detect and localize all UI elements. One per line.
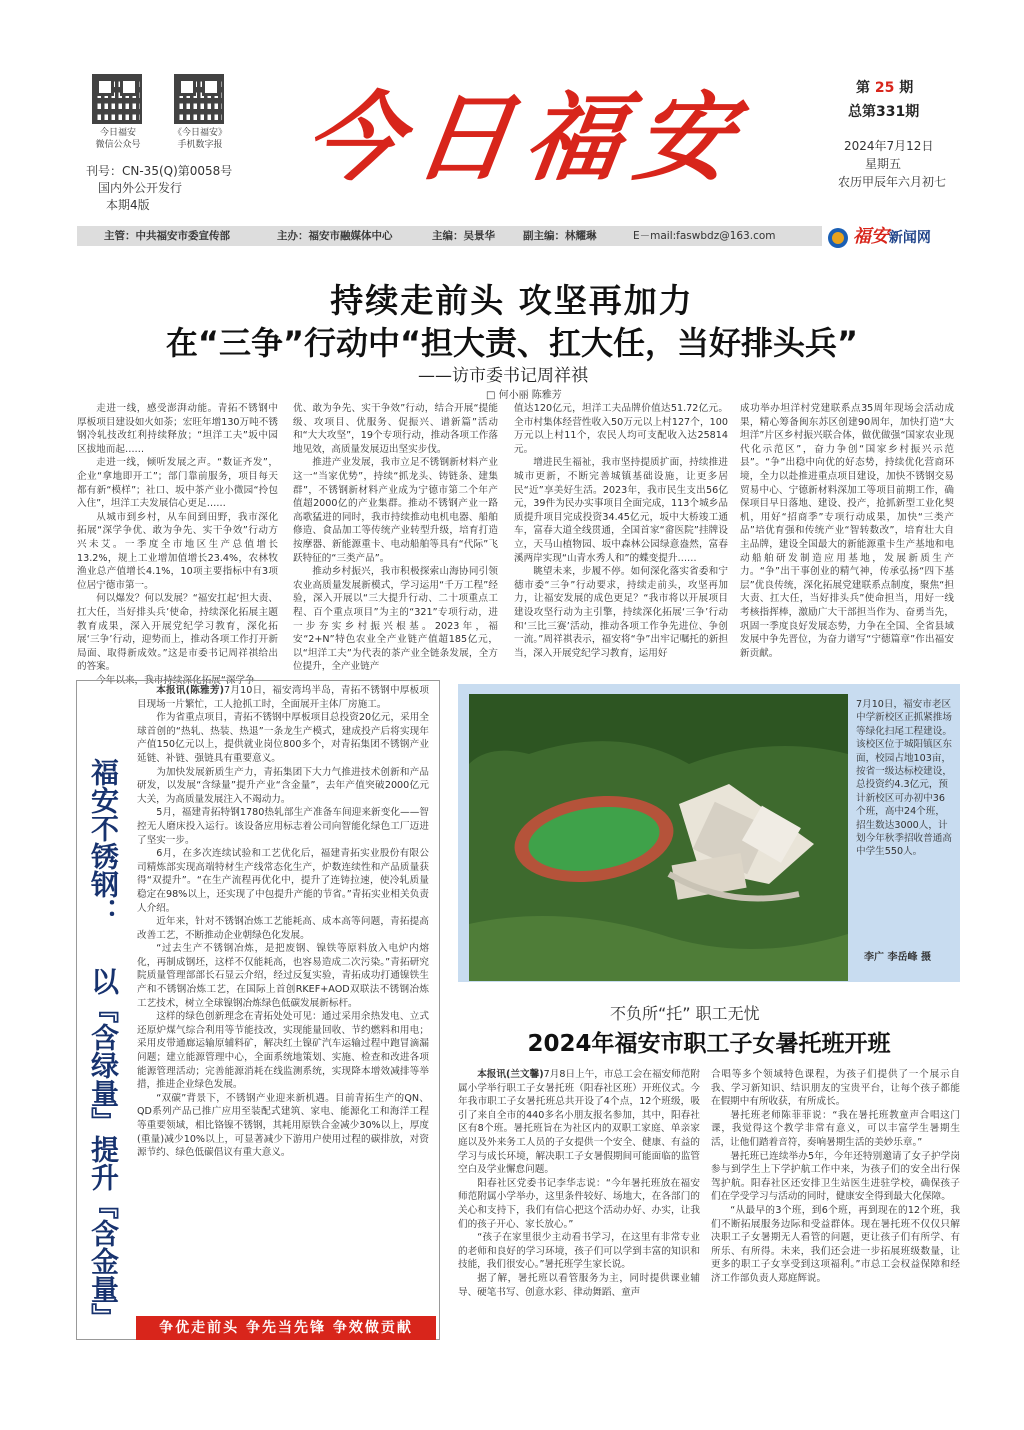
campus-aerial-image [469, 694, 848, 981]
summer-kicker: 不负所“托” 职工无忧 [610, 1004, 760, 1023]
school-campus-photo [469, 694, 848, 981]
slogan-bar: 争优走前头 争先当先锋 争效做贡献 [136, 1316, 436, 1340]
digital-paper-qr-code[interactable] [174, 74, 224, 124]
wechat-qr-caption: 今日福安 微信公众号 [95, 128, 141, 150]
weekday: 星期五 [865, 157, 902, 171]
left-story-byline: 本报讯(陈雅芳) [156, 685, 225, 696]
distribution: 国内外公开发行 [98, 181, 183, 195]
lunar-date: 农历甲辰年六月初七 [838, 175, 947, 189]
left-title-part2: 以『含绿量』提升『含金量』 [87, 967, 120, 1331]
summer-title: 2024年福安市职工子女暑托班开班 [527, 1031, 891, 1057]
host: 主办：福安市融媒体中心 [277, 230, 393, 242]
email[interactable]: E－mail:faswbdz@163.com [633, 230, 776, 242]
page-count: 本期4版 [106, 198, 150, 212]
lead-title-line1: 持续走前头 攻坚再加力 [330, 281, 694, 320]
registration-number: 刊号：CN-35(Q)第0058号 [86, 164, 233, 178]
photo-caption: 7月10日，福安市老区中学新校区正抓紧推场等绿化扫尾工程建设。该校区位于城阳镇区东面，校园占地103亩，按省一级达标校建设，总投资约4.3亿元，预计新校区可办初中36个班，高中24个班，招生数达3000人，计划今年秋季招收普通高中学生550人。 [856, 699, 952, 858]
date-block [838, 137, 988, 191]
wechat-qr-code[interactable] [92, 74, 142, 124]
left-title-part1: 福安不锈钢： [87, 758, 120, 926]
summer-column-2: 合唱等多个领域特色课程，为孩子们提供了一个展示自我、学习新知识、结识朋友的宝贵平台，让每个孩子都能在假期中有所收获，有所成长。 暑托班老师陈菲菲说：“我在暑托班教童声合唱这门课，我觉得这个教学非常有意义，可以丰富学生暑期生活，让他们踏着音符，奏响暑期生活的美妙乐章。” 暑托班已连续举办5年，今年还特别邀请了女子护学岗参与到学生上下学护航工作中来，为孩子们的安全出行保驾护航。阳春社区还安排卫生站医生进驻学校，确保孩子们在学受学习与活动的同时，健康安全得到最大化保障。 “从最早的3个班，到6个班，再到现在的12个班，我们不断拓展服务边际和受益群体。现在暑托班不仅仅只解决职工子女暑期无人看管的问题，更让孩子们有所学、有所乐、有所得。未来，我们还会进一步拓展班级数量，让更多的职工子女享受到这项福利。”市总工会权益保障和经济工作部负责人郑庭辉说。 [711, 1069, 960, 1284]
sponsor: 主管：中共福安市委宣传部 [104, 230, 230, 242]
lead-column-1: 走进一线，感受澎湃动能。青拓不锈钢中厚板项目建设如火如荼；宏旺年增130万吨不锈钢冷轧技改红利持续释放；“坦洋工夫”坂中园区拔地而起…… 走进一线，倾听发展之声。“数证齐发”，企业“拿地即开工”；部门靠前服务，项目每天都有新“模样”；社口、坂中茶产业小微园“拎包入住”，坦洋工夫发展信心更足…… 从城市到乡村，从车间到田野，我市深化拓展“深学争优、敢为争先、实干争效”行动方兴未艾。一季度全市地区生产总值增长13.2%，规上工业增加值增长23.4%，农林牧渔业总产值增长4.1%，10项主要指标中有3项位居宁德市第一。 何以爆发？何以发展？“福安扛起‘担大责、扛大任，当好排头兵’使命，持续深化拓展主题教育成果，深入开展党纪学习教育，深化拓展‘三争’行动，迎势而上，推动各项工作打开新局面、取得新成效。”这是市委书记周祥祺给出的答案。 今年以来，我市持续深化拓展“深学争 [77, 403, 278, 686]
digital-paper-qr-caption: 《今日福安》 手机数字报 [172, 128, 227, 150]
lead-title-line2: 在“三争”行动中“担大责、扛大任，当好排头兵” [165, 324, 859, 362]
info-bar [77, 226, 822, 246]
globe-icon [828, 228, 848, 248]
issue-info: 第 25 期 总第331期 [848, 78, 968, 122]
news-site-logo[interactable]: 福安新闻网 [828, 222, 931, 248]
lead-column-4: 成功举办坦洋村党建联系点35周年现场会活动成果，精心筹备闽东苏区创建90周年，加快打造“大坦洋”片区乡村振兴联合体，做优做强“国家农业现代化示范区”，奋力争创“国家乡村振兴示范县”。“争”出稳中向优的好态势，持续优化营商环境，全力以赴推进重点项目建设，加快不锈钢交易贸易中心、宁德新材料深加工等项目前期工作，确保项目早日落地、建设、投产，抢抓新型工业化契机，用好“招商季”专项行动成果，加快“三类产品”培优育强和传统产业“智转数改”，培育壮大自主品牌，建设全国最大的新能源重卡生产基地和电动船舶研发制造应用基地，发展新质生产力。“争”出干事创业的精气神，传承弘扬“四下基层”优良传统，深化拓展党建联系点制度，聚焦“担大责、扛大任，当好排头兵”使命担当，用好一线考核指挥棒，激励广大干部担当作为、奋勇当先，巩固一季度良好发展态势，力争在全国、全省县域发展中争先晋位，为奋力谱写“宁德篇章”作出福安新贡献。 [740, 403, 954, 659]
photo-credit: 李广 李岳峰 摄 [864, 952, 931, 963]
lead-column-2: 优、敢为争先、实干争效”行动，结合开展“提能级、攻项目、优服务、促振兴、谱新篇”活动和“大大攻坚”，19个专项行动，推动各项工作落地见效，高质量发展迈出坚实步伐。 推进产业发展，我市立足不锈钢新材料产业这一“当家优势”，持续“抓龙头、铸链条、建集群”，不锈钢新材料产业成为宁德市第二个年产值超2000亿的产业集群。推动不锈钢产业一路高歌猛进的同时，我市持续推动电机电器、船舶修造、食品加工等传统产业转型升级，培育打造按摩器、新能源重卡、电动船舶等具有“代际”飞跃特征的“三类产品”。 推动乡村振兴，我市积极探索山海协同引领农业高质量发展新模式，学习运用“千万工程”经验，深入开展以“三大提升行动、二十项重点工程、百个重点项目”为主的“321”专项行动，进一步夯实乡村振兴根基。2023年，福安“2+N”特色农业全产业链产值超185亿元，以“坦洋工夫”为代表的茶产业全链条发展，全方位提升，全产业链产 [293, 403, 498, 673]
lead-column-3: 值达120亿元，坦洋工夫品牌价值达51.72亿元。全市村集体经营性收入50万元以上村127个，100万元以上村11个，农民人均可支配收入达25814元。 增进民生福祉，我市坚持提质扩面，持续推进城市更新，不断完善城镇基础设施，让更多居民“近”享美好生活。2023年，我市民生支出56亿元，39件为民办实事项目全面完成，113个城乡品质提升项目完成投资34.45亿元，坂中大桥竣工通车，富春大道全线贯通，全国首家“畲医院”挂牌设立，天马山植物园、坂中森林公园绿意盎然，富春溪两岸实现“山青水秀人和”的蝶变提升…… 眺望未来，步履不停。如何深化落实省委和宁德市委“三争”行动要求，持续走前头，攻坚再加力，让福安发展的成色更足？“我市将以开展项目建设攻坚行动为主引擎，持续深化拓展‘三争’行动和‘三比三赛’活动，推动各项工作争先进位、争创一流。”周祥祺表示，福安将“争”出牢记嘱托的新担当，深入开展党纪学习教育，运用好 [514, 403, 728, 659]
deputy-editor: 副主编：林耀琳 [523, 230, 597, 242]
masthead-title: 今日福安 [298, 81, 754, 194]
issue-number: 25 [874, 80, 895, 96]
lead-byline: □ 何小丽 陈雅芳 [486, 390, 562, 401]
summer-byline: 本报讯(兰文馨) [477, 1069, 544, 1080]
publication-meta [86, 163, 232, 214]
issue-date: 2024年7月12日 [844, 139, 934, 153]
left-story-body: 本报讯(陈雅芳)7月10日，福安湾坞半岛，青拓不锈钢中厚板项目现场一片繁忙，工人抢抓工时，全面展开主体厂房施工。 作为省重点项目，青拓不锈钢中厚板项目总投资20亿元，采用全球首创的“热轧、热装、热退”一条龙生产模式，建成投产后将实现年产值150亿元以上，提供就业岗位800多个，对青拓集团不锈钢产业延链、补链、强链具有重要意义。 为加快发展新质生产力，青拓集团下大力气推进技术创新和产品研发，以发展“含绿量”提升产业“含金量”，去年产值突破2000亿元大关，为高质量发展注入不竭动力。 5月，福建青拓特钢1780热轧部生产准备车间迎来新变化——智控无人磨床投入运行。该设备应用标志着公司向智能化绿色工厂迈进了坚实一步。 6月，在多次连续试验和工艺优化后，福建青拓实业股份有限公司精炼部实现高端特材生产线常态化生产，炉数连续性和产品质量获得“双提升”。“在生产流程再优化中，提升了连铸拉速，使冷轧质量稳定在98%以上，还实现了中包提升产能的节省。”青拓实业相关负责人介绍。 近年来，针对不锈钢冶炼工艺能耗高、成本高等问题，青拓提高改善工艺，不断推动企业朝绿色化发展。 “过去生产不锈钢冶炼，是把废钢、镍铁等原料放入电炉内熔化，再制成钢坯，这样不仅能耗高，也容易造成二次污染。”青拓研究院质量管理部部长石显云介绍，经过反复实验，青拓成功打通镍铁生产和不锈钢冶炼工艺，在国际上首创RKEF+AOD双联法不锈钢冶炼工艺技术，树立全球镍钢冶炼绿色低碳发展新标杆。 这样的绿色创新理念在青拓处处可见：通过采用余热发电、立式还原炉煤气综合利用等节能技改，实现能量回收、节约燃料和用电；采用皮带通廊运输原辅料矿，解决红土镍矿汽车运输过程中跑冒滴漏问题；建立能源管理中心，全面系统地策划、实施、检查和改进各项能源管理活动；完善能源消耗在线监测系统，实现降本增效减排等举措，推进企业绿色发展。 “双碳”背景下，不锈钢产业迎来新机遇。目前青拓生产的QN、QD系列产品已推广应用至装配式建筑、家电、能源化工和海洋工程等重要领域，相比铬镍不锈钢，其耗用原铁合金减少30%以上，厚度(重量)减少10%以上，可显著减少下游用户使用过程的碳排放，对资源节约、绿色低碳倡议有重大意义。 [137, 685, 429, 1159]
chief-editor: 主编：吴景华 [432, 230, 495, 242]
lead-subtitle: ——访市委书记周祥祺 [418, 366, 588, 386]
left-story-title [76, 680, 130, 1340]
total-issue: 总第331期 [848, 104, 920, 120]
summer-column-1: 本报讯(兰文馨)7月8日上午，市总工会在福安师范附属小学举行职工子女暑托班（阳春社区班）开班仪式。今年我市职工子女暑托班总共开设了4个点，12个班级，吸引了来自全市的440多名小朋友报名参加，其中，阳春社区有8个班。暑托班旨在为社区内的双职工家庭、单亲家庭以及外来务工人员的子女提供一个安全、健康、有益的学习与成长环境，解决职工子女暑假期间可能面临的监管空白及学业懈怠问题。 阳春社区党委书记李华志说：“今年暑托班放在福安师范附属小学举办，这里条件较好、场地大，在各部门的关心和支持下，我们有信心把这个活动办好、办实，让我们的孩子开心、家长放心。” “孩子在家里很少主动看书学习，在这里有非常专业的老师和良好的学习环境，孩子们可以学到丰富的知识和技能，我们很安心。”暑托班学生家长说。 据了解，暑托班以看管服务为主，同时提供课业辅导、硬笔书写、创意水彩、律动舞蹈、童声 [458, 1069, 700, 1298]
